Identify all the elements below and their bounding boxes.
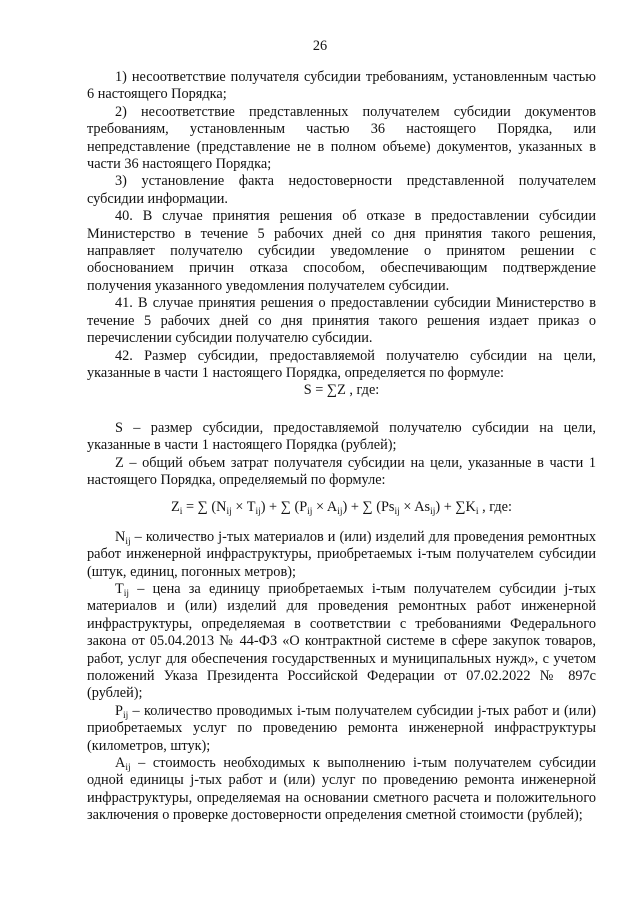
formula-subsidy-size: S = ∑Z , где: xyxy=(303,382,380,399)
formula-total-costs: $Z_i$ = ∑ $(N_{ij} \times T_{ij})$ + ∑ $(P_{ij} \times A_{ij})$ + ∑ $(Ps_{ij} \times As_{ij}) + \sum K_i$ , где: xyxy=(171,499,512,518)
definition-t: $T_{ij}$ – цена за единицу приобретаемых i-тым получателем субсидии j-тых материалов и (или) изделий для проведения ремонтных работ инженерной инфраструктуры, определяемая в соответствии с требованиями Федерального закона от 05.04.2013 № 44-ФЗ «О контрактной системе в сфере закупок товаров, работ, услуг для обеспечения государственных и муниципальных нужд», с учетом положений Указа Президента Российской Федерации от 07.02.2022 № 897с (рублей); xyxy=(87,580,596,702)
paragraph-42: 42. Размер субсидии, предоставляемой получателю субсидии на цели, указанные в части 1 настоящего Порядка, определяется по формуле: xyxy=(87,347,596,381)
definition-s: S – размер субсидии, предоставляемой получателю субсидии на цели, указанные в части 1 настоящего Порядка (рублей); xyxy=(87,419,596,454)
definition-p: $P_{ij}$ – количество проводимых i-тым получателем субсидии j-тых работ и (или) приобретаемых услуг по проведению ремонта инженерной инфраструктуры (километров, штук); xyxy=(87,702,596,754)
paragraph-item-2: 2) несоответствие представленных получателем субсидии документов требованиям, установленным частью 36 настоящего Порядка, или непредставление (представление не в полном объеме) документов, указанных в части 36 настоящего Порядка; xyxy=(87,103,596,173)
paragraph-40: 40. В случае принятия решения об отказе в предоставлении субсидии Министерство в течение 5 рабочих дней со дня принятия такого решения, направляет получателю субсидии уведомление о принятом решении с обоснованием причин отказа способом, обеспечивающим подтверждение получения указанного уведомления получателем субсидии. xyxy=(87,208,596,294)
paragraph-41: 41. В случае принятия решения о предоставлении субсидии Министерство в течение 5 рабочих дней со дня принятия такого решения издает приказ о перечислении субсидии получателю субсидии. xyxy=(87,295,596,347)
definition-n: $N_{ij}$ – количество j-тых материалов и (или) изделий для проведения ремонтных работ инженерной инфраструктуры, приобретаемых i-тым получателем субсидии (штук, единиц, погонных метров); xyxy=(87,528,596,580)
definition-a: $A_{ij}$ – стоимость необходимых к выполнению i-тым получателем субсидии одной единицы j-тых работ и (или) услуг по проведению ремонта инженерной инфраструктуры, определяемая на основании сметного расчета и положительного заключения о проверке достоверности определения сметной стоимости (рублей); xyxy=(87,755,596,824)
paragraph-item-1: 1) несоответствие получателя субсидии требованиям, установленным частью 6 настоящего Порядка; xyxy=(87,69,596,103)
definition-z: Z – общий объем затрат получателя субсидии на цели, указанные в части 1 настоящего Порядка, определяемый по формуле: xyxy=(87,454,596,488)
body-text xyxy=(87,69,596,825)
paragraph-item-3: 3) установление факта недостоверности представленной получателем субсидии информации. xyxy=(87,173,596,207)
page-number: 26 xyxy=(312,38,328,54)
